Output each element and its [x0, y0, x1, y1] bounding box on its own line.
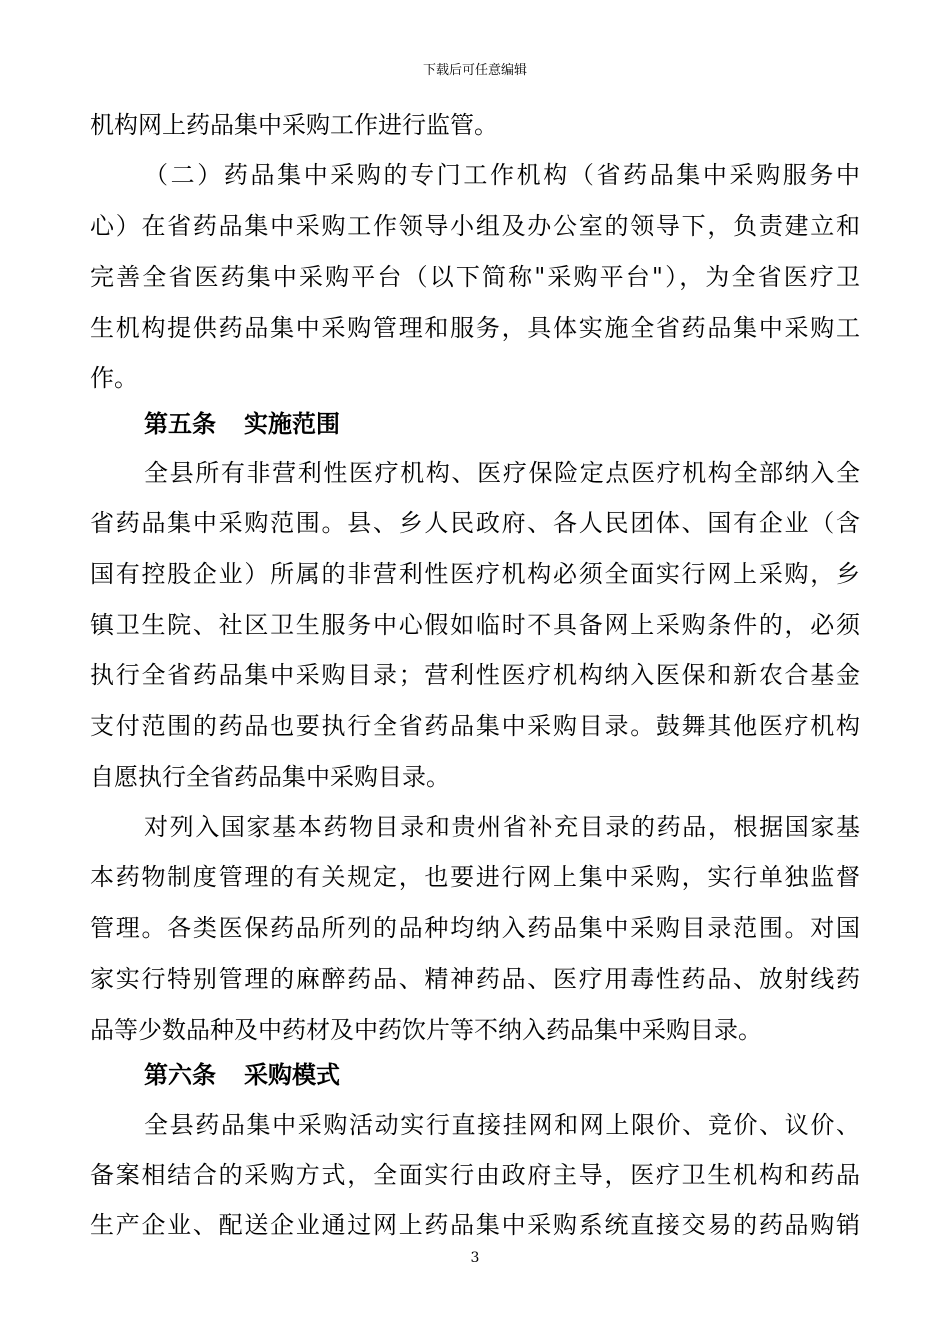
paragraph-line: 品等少数品种及中药材及中药饮片等不纳入药品集中采购目录。: [90, 1016, 762, 1044]
paragraph-line: 备案相结合的采购方式，全面实行由政府主导，医疗卫生机构和药品: [90, 1161, 860, 1189]
paragraph-line: 本药物制度管理的有关规定，也要进行网上集中采购，实行单独监督: [90, 863, 860, 891]
paragraph-line: 全县所有非营利性医疗机构、医疗保险定点医疗机构全部纳入全: [144, 459, 860, 487]
paragraph-line: 支付范围的药品也要执行全省药品集中采购目录。鼓舞其他医疗机构: [90, 712, 860, 740]
paragraph-line: 生机构提供药品集中采购管理和服务，具体实施全省药品集中采购工: [90, 314, 860, 342]
article-number: 第五条: [144, 409, 216, 438]
paragraph-line: 国有控股企业）所属的非营利性医疗机构必须全面实行网上采购，乡: [90, 560, 860, 588]
paragraph-line: 镇卫生院、社区卫生服务中心假如临时不具备网上采购条件的，必须: [90, 611, 860, 639]
paragraph-line: 家实行特别管理的麻醉药品、精神药品、医疗用毒性药品、放射线药: [90, 965, 860, 993]
paragraph-line: 作。: [90, 364, 138, 392]
page-header: 下载后可任意编辑: [422, 63, 527, 78]
paragraph-line: （二）药品集中采购的专门工作机构（省药品集中采购服务中: [144, 161, 860, 189]
paragraph-line: 对列入国家基本药物目录和贵州省补充目录的药品，根据国家基: [144, 813, 860, 841]
paragraph-line: 全县药品集中采购活动实行直接挂网和网上限价、竞价、议价、: [144, 1111, 860, 1139]
paragraph-line: 心）在省药品集中采购工作领导小组及办公室的领导下，负责建立和: [90, 212, 860, 240]
article-title: 采购模式: [244, 1060, 340, 1089]
article-number: 第六条: [144, 1060, 216, 1089]
paragraph-line: 完善全省医药集中采购平台（以下简称"采购平台"），为全省医疗卫: [90, 263, 860, 291]
article-title: 实施范围: [244, 409, 340, 438]
paragraph-line: 执行全省药品集中采购目录；营利性医疗机构纳入医保和新农合基金: [90, 661, 860, 689]
paragraph-line: 机构网上药品集中采购工作进行监管。: [90, 111, 498, 139]
article-heading: [144, 409, 340, 439]
article-heading: [144, 1060, 340, 1090]
paragraph-line: 管理。各类医保药品所列的品种均纳入药品集中采购目录范围。对国: [90, 914, 860, 942]
paragraph-line: 生产企业、配送企业通过网上药品集中采购系统直接交易的药品购销: [90, 1211, 860, 1239]
paragraph-line: 省药品集中采购范围。县、乡人民政府、各人民团体、国有企业（含: [90, 509, 860, 537]
page-number: 3: [470, 1250, 480, 1266]
paragraph-line: 自愿执行全省药品集中采购目录。: [90, 763, 450, 791]
